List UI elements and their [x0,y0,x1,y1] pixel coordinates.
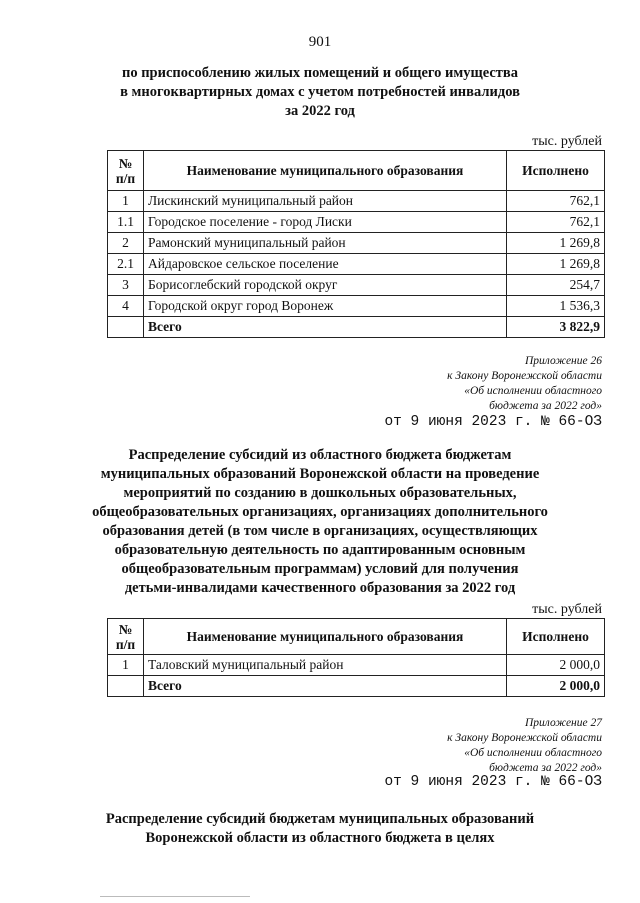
section2-title-line: детьми-инвалидами качественного образования за 2022 год [124,580,516,596]
row-name: Таловский муниципальный район [144,655,507,676]
row-name: Айдаровское сельское поселение [144,254,507,275]
section1-title [0,64,640,121]
total-value: 2 000,0 [507,676,605,697]
appendix26-header [447,354,602,414]
table-row [108,254,605,275]
table-row [108,655,605,676]
row-value: 1 536,3 [507,296,605,317]
page-number: 901 [308,34,332,50]
total-num [108,676,144,697]
table-row [108,233,605,254]
row-value: 254,7 [507,275,605,296]
appendix27-stamp: от 9 июня 2023 г. № 66-ОЗ [384,774,602,790]
total-label: Всего [144,317,507,338]
table-total-row [108,317,605,338]
header-num [108,619,144,655]
appendix-line: «Об исполнении областного [464,385,602,397]
section1-title-line: за 2022 год [285,103,355,119]
section2-title-line: образования детей (в том числе в организациях, осуществляющих [102,523,538,539]
section2-title-line: Распределение субсидий из областного бюджета бюджетам [128,447,512,463]
section2-unit: тыс. рублей [532,602,602,617]
section1-unit: тыс. рублей [532,134,602,149]
table-header-row [108,619,605,655]
appendix-line: «Об исполнении областного [464,747,602,759]
appendix-line: к Закону Воронежской области [447,370,602,382]
header-name: Наименование муниципального образования [144,151,507,191]
section3-title [0,810,640,848]
section2-title [0,446,640,598]
header-name: Наименование муниципального образования [144,619,507,655]
row-num: 3 [108,275,144,296]
header-value: Исполнено [507,619,605,655]
section3-title-line: Воронежской области из областного бюджета в целях [145,830,495,846]
table-row [108,275,605,296]
table-total-row [108,676,605,697]
row-name: Рамонский муниципальный район [144,233,507,254]
section2-table [107,618,605,697]
header-num [108,151,144,191]
row-value: 762,1 [507,212,605,233]
appendix-line: Приложение 27 [524,717,602,729]
section2-title-line: муниципальных образований Воронежской области на проведение [100,466,540,482]
row-num: 2 [108,233,144,254]
row-num: 2.1 [108,254,144,275]
appendix-line: бюджета за 2022 год» [489,762,602,774]
row-num: 4 [108,296,144,317]
row-num: 1 [108,655,144,676]
header-num-text: № п/п [115,621,136,652]
table-row [108,191,605,212]
row-num: 1 [108,191,144,212]
section3-title-line: Распределение субсидий бюджетам муниципальных образований [105,811,535,827]
table-row [108,212,605,233]
appendix26-stamp: от 9 июня 2023 г. № 66-ОЗ [384,414,602,430]
section1-table [107,150,605,338]
row-name: Городское поселение - город Лиски [144,212,507,233]
table-row [108,296,605,317]
row-name: Лискинский муниципальный район [144,191,507,212]
section1-title-line: по приспособлению жилых помещений и общего имущества [121,65,519,81]
total-value: 3 822,9 [507,317,605,338]
appendix27-header [447,716,602,776]
section2-title-line: общеобразовательным программам) условий для получения [121,561,519,577]
section2-title-line: мероприятий по созданию в дошкольных образовательных, [123,485,517,501]
section2-title-line: образовательную деятельность по адаптированным основным [114,542,526,558]
row-value: 1 269,8 [507,254,605,275]
section1-title-line: в многоквартирных домах с учетом потребностей инвалидов [120,84,520,100]
header-value: Исполнено [507,151,605,191]
header-num-text: № п/п [115,155,136,186]
row-value: 1 269,8 [507,233,605,254]
row-num: 1.1 [108,212,144,233]
total-label: Всего [144,676,507,697]
row-name: Борисоглебский городской округ [144,275,507,296]
total-num [108,317,144,338]
row-value: 762,1 [507,191,605,212]
appendix-line: Приложение 26 [524,355,602,367]
row-name: Городской округ город Воронеж [144,296,507,317]
appendix-line: к Закону Воронежской области [447,732,602,744]
row-value: 2 000,0 [507,655,605,676]
table-header-row [108,151,605,191]
footer-divider [100,896,250,897]
appendix-line: бюджета за 2022 год» [489,400,602,412]
section2-title-line: общеобразовательных организациях, организациях дополнительного [92,504,548,520]
